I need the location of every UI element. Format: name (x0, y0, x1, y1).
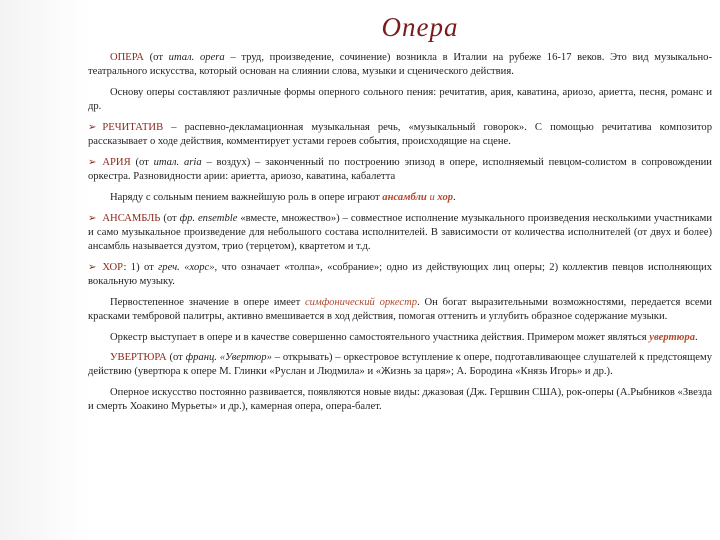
emphasis-overture: увертюра (649, 331, 696, 343)
term-opera: ОПЕРА (110, 52, 144, 63)
paragraph-basis: Основу оперы составляют различные формы оперного сольного пения: речитатив, ария, каватина, ариозо, ариетта, песня, романс и др. (88, 86, 712, 112)
paragraph-orchestra: Первостепенное значение в опере имеет симфонический оркестр. Он богат выразительными возможностями, передается всеми красками тембровой палитры, активно вмешивается в ход действия, помогая оттенить и углубить образное содержание музыки. (88, 296, 712, 322)
term-choir: ХОР (102, 261, 124, 273)
paragraph-development: Оперное искусство постоянно развивается, появляются новые виды: джазовая (Дж. Гершвин США), рок-оперы (А.Рыбников «Звезда и смерть Хоакино Мурьеты» и др.), камерная опера, опера-балет. (88, 387, 712, 413)
arrow-bullet-icon: ➢ (88, 156, 97, 168)
emphasis-ensembles: ансамбли (382, 191, 427, 203)
bullet-choir: ➢ ХОР: 1) от греч. «хорс», что означает «толпа», «собрание»; одно из действующих лиц оперы; 2) коллектив певцов исполняющих вокальную музыку. (88, 261, 713, 287)
term-ensemble: АНСАМБЛЬ (102, 212, 161, 224)
bullet-ensemble: ➢ АНСАМБЛЬ (от фр. ensemble «вместе, множество») – совместное исполнение музыкального произведения несколькими участниками и само музыкальное произведение для небольшого состава исполнителей. В зависимости от количества исполнителей (от двух и более) ансамбль называется дуэтом, трио (терцетом), квартетом и т.д. (88, 212, 712, 252)
paragraph-opera: ОПЕРА (от итал. opera – труд, произведение, сочинение) возникла в Италии на рубеже 16-17 веков. Это вид музыкально-театрального искусства, который основан на слиянии слова, музыки и сценического действия. (88, 52, 712, 77)
arrow-bullet-icon: ➢ (88, 212, 97, 224)
bullet-aria: ➢ АРИЯ (от итал. aria – воздух) – законченный по построению эпизод в опере, исполняемый певцом-солистом в сопровождении оркестра. Разновидности арии: ариетта, ариозо, каватина, кабалетта (88, 156, 712, 182)
page-title: Опера (381, 12, 459, 42)
arrow-bullet-icon: ➢ (88, 261, 97, 273)
arrow-bullet-icon: ➢ (88, 121, 97, 133)
paragraph-overture: УВЕРТЮРА (от франц. «Увертюр» – открывать) – оркестровое вступление к опере, подготавливающее слушателей к предстоящему действию (увертюра к опере М. Глинки «Руслан и Людмила» и «Жизнь за царя»; А. Бородина «Князь Игорь» и др.). (88, 352, 712, 378)
paragraph-overture-intro: Оркестр выступает в опере и в качестве совершенно самостоятельного участника действия. Примером может являться увертюра. (110, 331, 698, 343)
term-recitative: РЕЧИТАТИВ (102, 121, 164, 133)
emphasis-choir: хор (437, 191, 454, 203)
paragraph-ensembles-choir: Наряду с сольным пением важнейшую роль в опере играют ансамбли и хор. (110, 191, 456, 203)
term-aria: АРИЯ (102, 156, 131, 168)
emphasis-orchestra: симфонический оркестр (304, 296, 418, 308)
term-overture: УВЕРТЮРА (110, 352, 167, 364)
bullet-recitative: ➢ РЕЧИТАТИВ – распевно-декламационная музыкальная речь, «музыкальный говорок». С помощью речитатива композитор рассказывает о ходе действия, комментирует устами героев события, происходящие на сцене. (88, 121, 712, 147)
